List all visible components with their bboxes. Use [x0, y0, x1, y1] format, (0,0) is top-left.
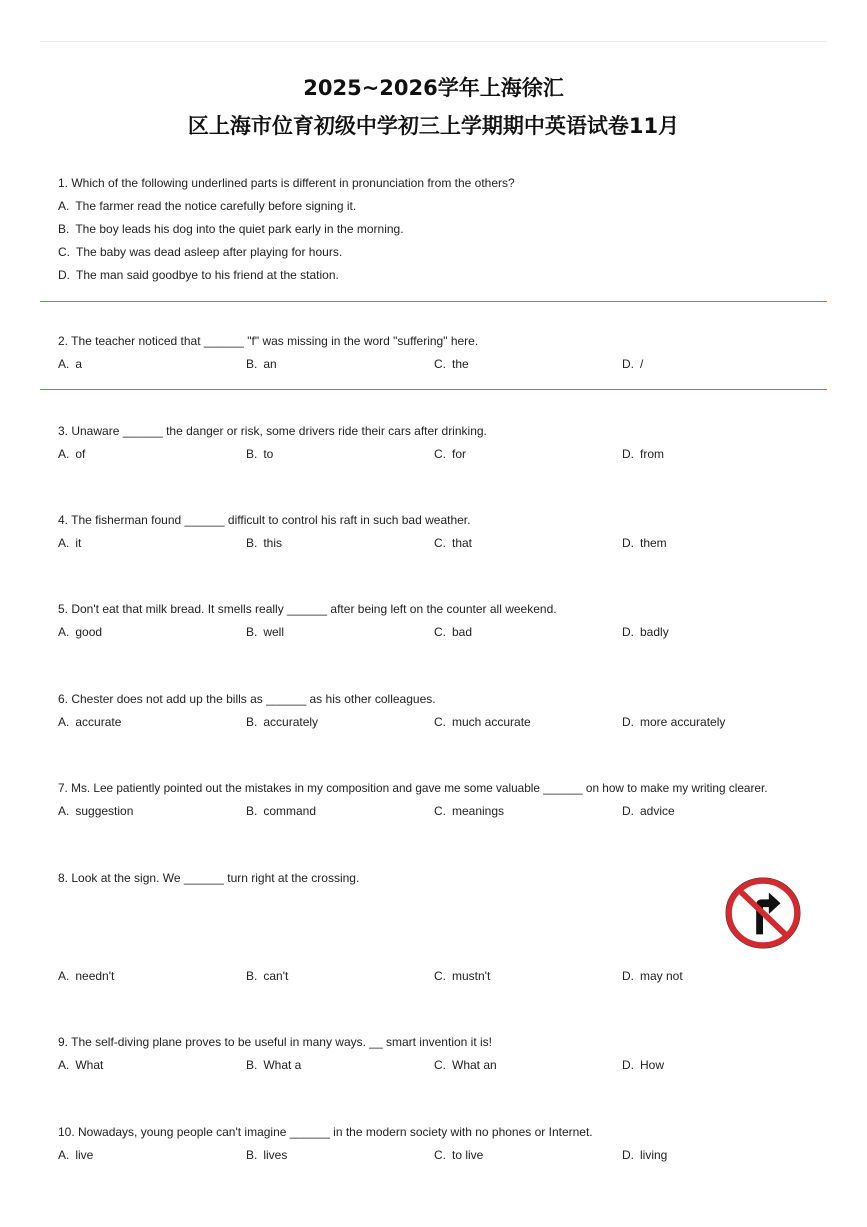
option-text: much accurate	[452, 715, 531, 729]
option-letter: C.	[434, 357, 446, 371]
option-text: What an	[452, 1058, 497, 1072]
option-text: The farmer read the notice carefully before signing it.	[75, 199, 357, 213]
question-10-option-d[interactable]	[622, 1148, 667, 1162]
question-4-option-a[interactable]	[58, 536, 81, 550]
question-4-option-d[interactable]	[622, 536, 667, 550]
option-text: to	[263, 447, 274, 461]
option-text: needn't	[75, 969, 115, 983]
option-text: bad	[452, 625, 473, 639]
option-text: may not	[640, 969, 683, 983]
option-text: it	[75, 536, 82, 550]
question-5-option-d[interactable]	[622, 625, 669, 639]
option-letter: D.	[622, 625, 634, 639]
option-letter: B.	[246, 625, 258, 639]
option-text: The man said goodbye to his friend at the station.	[76, 268, 339, 282]
option-letter: C.	[434, 969, 446, 983]
question-10-option-c[interactable]	[434, 1148, 483, 1162]
question-3-option-b[interactable]	[246, 447, 273, 461]
question-3-option-c[interactable]	[434, 447, 466, 461]
page-title-line-1: 2025~2026学年上海徐汇	[303, 76, 564, 100]
question-1-option-a[interactable]	[58, 199, 356, 213]
question-4-option-b[interactable]	[246, 536, 282, 550]
option-letter: C.	[434, 447, 446, 461]
question-10-option-b[interactable]	[246, 1148, 287, 1162]
question-7-option-c[interactable]	[434, 804, 504, 818]
option-letter: D.	[622, 1148, 634, 1162]
question-2-option-d[interactable]	[622, 357, 643, 371]
question-8-option-d[interactable]	[622, 969, 683, 983]
question-8-option-c[interactable]	[434, 969, 490, 983]
option-text: advice	[640, 804, 675, 818]
option-letter: D.	[622, 1058, 634, 1072]
option-letter: A.	[58, 1058, 70, 1072]
question-9-option-d[interactable]	[622, 1058, 664, 1072]
option-text: the	[452, 357, 469, 371]
question-5-option-c[interactable]	[434, 625, 472, 639]
question-2-option-c[interactable]	[434, 357, 469, 371]
question-2-option-b[interactable]	[246, 357, 277, 371]
question-8-option-b[interactable]	[246, 969, 288, 983]
question-8-option-a[interactable]	[58, 969, 114, 983]
question-1-option-d[interactable]	[58, 268, 339, 282]
question-8-stem: 8. Look at the sign. We ______ turn right at the crossing.	[58, 871, 360, 885]
question-3-option-d[interactable]	[622, 447, 664, 461]
question-4-option-c[interactable]	[434, 536, 472, 550]
option-letter: B.	[246, 715, 258, 729]
option-text: What	[75, 1058, 104, 1072]
option-letter: A.	[58, 715, 70, 729]
option-letter: B.	[246, 447, 258, 461]
option-letter: A.	[58, 625, 70, 639]
question-9-option-a[interactable]	[58, 1058, 103, 1072]
page-title-line-2: 区上海市位育初级中学初三上学期期中英语试卷11月	[187, 114, 680, 138]
question-5-option-a[interactable]	[58, 625, 102, 639]
question-10-stem: 10. Nowadays, young people can't imagine ______ in the modern society with no phones or Internet.	[58, 1125, 593, 1139]
option-letter: D.	[622, 804, 634, 818]
question-1-stem: 1. Which of the following underlined parts is different in pronunciation from the others?	[58, 176, 515, 190]
option-letter: C.	[434, 536, 446, 550]
option-text: this	[263, 536, 283, 550]
option-letter: D.	[58, 268, 70, 282]
option-text: good	[75, 625, 103, 639]
option-letter: B.	[58, 222, 70, 236]
option-letter: C.	[434, 1058, 446, 1072]
question-6-option-c[interactable]	[434, 715, 531, 729]
option-letter: C.	[434, 715, 446, 729]
option-text: The baby was dead asleep after playing for hours.	[76, 245, 343, 259]
option-text: a	[75, 357, 83, 371]
option-letter: C.	[434, 625, 446, 639]
option-text: What a	[263, 1058, 302, 1072]
option-text: from	[640, 447, 664, 461]
option-letter: A.	[58, 1148, 70, 1162]
option-text: them	[640, 536, 667, 550]
question-6-option-b[interactable]	[246, 715, 318, 729]
question-7-option-a[interactable]	[58, 804, 133, 818]
option-letter: B.	[246, 1148, 258, 1162]
option-letter: A.	[58, 357, 70, 371]
question-3-stem: 3. Unaware ______ the danger or risk, some drivers ride their cars after drinking.	[58, 424, 487, 438]
option-text: living	[640, 1148, 668, 1162]
option-text: /	[640, 357, 644, 371]
no-right-turn-icon	[724, 876, 802, 950]
option-letter: A.	[58, 804, 70, 818]
option-text: more accurately	[640, 715, 726, 729]
option-letter: A.	[58, 199, 70, 213]
option-letter: A.	[58, 969, 70, 983]
option-text: live	[75, 1148, 94, 1162]
option-text: mustn't	[452, 969, 491, 983]
option-text: accurately	[263, 715, 319, 729]
question-9-option-b[interactable]	[246, 1058, 301, 1072]
option-letter: B.	[246, 1058, 258, 1072]
question-1-option-b[interactable]	[58, 222, 404, 236]
option-letter: D.	[622, 969, 634, 983]
option-text: well	[263, 625, 285, 639]
question-7-option-b[interactable]	[246, 804, 316, 818]
question-divider	[40, 301, 827, 302]
option-letter: B.	[246, 357, 258, 371]
option-letter: C.	[434, 1148, 446, 1162]
option-text: How	[640, 1058, 665, 1072]
option-text: can't	[263, 969, 289, 983]
question-6-option-d[interactable]	[622, 715, 725, 729]
question-7-stem: 7. Ms. Lee patiently pointed out the mistakes in my composition and gave me some valuable ______ on how to make my writing clearer.	[58, 781, 768, 795]
question-9-stem: 9. The self-diving plane proves to be useful in many ways. __ smart invention it is!	[58, 1035, 492, 1049]
option-letter: C.	[58, 245, 70, 259]
question-1-option-c[interactable]	[58, 245, 342, 259]
option-text: accurate	[75, 715, 122, 729]
option-letter: C.	[434, 804, 446, 818]
option-letter: D.	[622, 447, 634, 461]
option-letter: B.	[246, 536, 258, 550]
question-4-stem: 4. The fisherman found ______ difficult to control his raft in such bad weather.	[58, 513, 471, 527]
question-2-stem: 2. The teacher noticed that ______ "f" was missing in the word "suffering" here.	[58, 334, 479, 348]
option-text: to live	[452, 1148, 484, 1162]
option-text: badly	[640, 625, 669, 639]
option-text: The boy leads his dog into the quiet park early in the morning.	[75, 222, 404, 236]
option-text: command	[263, 804, 317, 818]
option-text: suggestion	[75, 804, 134, 818]
question-5-option-b[interactable]	[246, 625, 284, 639]
question-9-option-c[interactable]	[434, 1058, 497, 1072]
question-6-stem: 6. Chester does not add up the bills as ______ as his other colleagues.	[58, 692, 436, 706]
question-2-option-a[interactable]	[58, 357, 82, 371]
option-letter: B.	[246, 969, 258, 983]
top-divider	[40, 41, 827, 42]
option-letter: D.	[622, 357, 634, 371]
option-letter: D.	[622, 715, 634, 729]
option-text: that	[452, 536, 473, 550]
question-3-option-a[interactable]	[58, 447, 85, 461]
option-letter: A.	[58, 447, 70, 461]
question-7-option-d[interactable]	[622, 804, 675, 818]
question-6-option-a[interactable]	[58, 715, 121, 729]
question-divider	[40, 389, 827, 390]
question-10-option-a[interactable]	[58, 1148, 93, 1162]
option-letter: D.	[622, 536, 634, 550]
question-5-stem: 5. Don't eat that milk bread. It smells really ______ after being left on the counter all weekend.	[58, 602, 557, 616]
option-text: lives	[263, 1148, 288, 1162]
option-letter: B.	[246, 804, 258, 818]
option-letter: A.	[58, 536, 70, 550]
option-text: for	[452, 447, 467, 461]
option-text: an	[263, 357, 277, 371]
option-text: of	[75, 447, 86, 461]
option-text: meanings	[452, 804, 505, 818]
